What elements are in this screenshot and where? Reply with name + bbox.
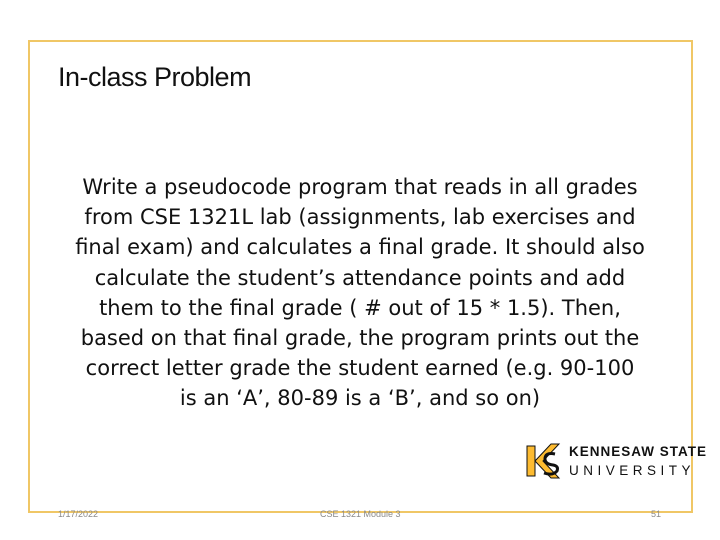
logo-line-1: KENNESAW STATE: [569, 444, 708, 459]
slide-title: In-class Problem: [58, 62, 252, 92]
logo-line-2: UNIVERSITY: [569, 463, 696, 478]
slide-body-text: Write a pseudocode program that reads in all grades from CSE 1321L lab (assignments, lab exercises and final exam) and calculates a final grade. It should also calculate the student’s attendance points and add them to the final grade ( # out of 15 * 1.5). Then, based on that final grade, the program prints out the correct letter grade the student earned (e.g. 90-100 is an ‘A’, 80-89 is a ‘B’, and so on): [75, 175, 645, 411]
ks-monogram-icon: [525, 440, 563, 482]
footer-page-number: 51: [651, 509, 662, 519]
footer-date: 1/17/2022: [58, 509, 99, 519]
university-logo: [525, 440, 708, 482]
footer-course: CSE 1321 Module 3: [320, 509, 401, 519]
